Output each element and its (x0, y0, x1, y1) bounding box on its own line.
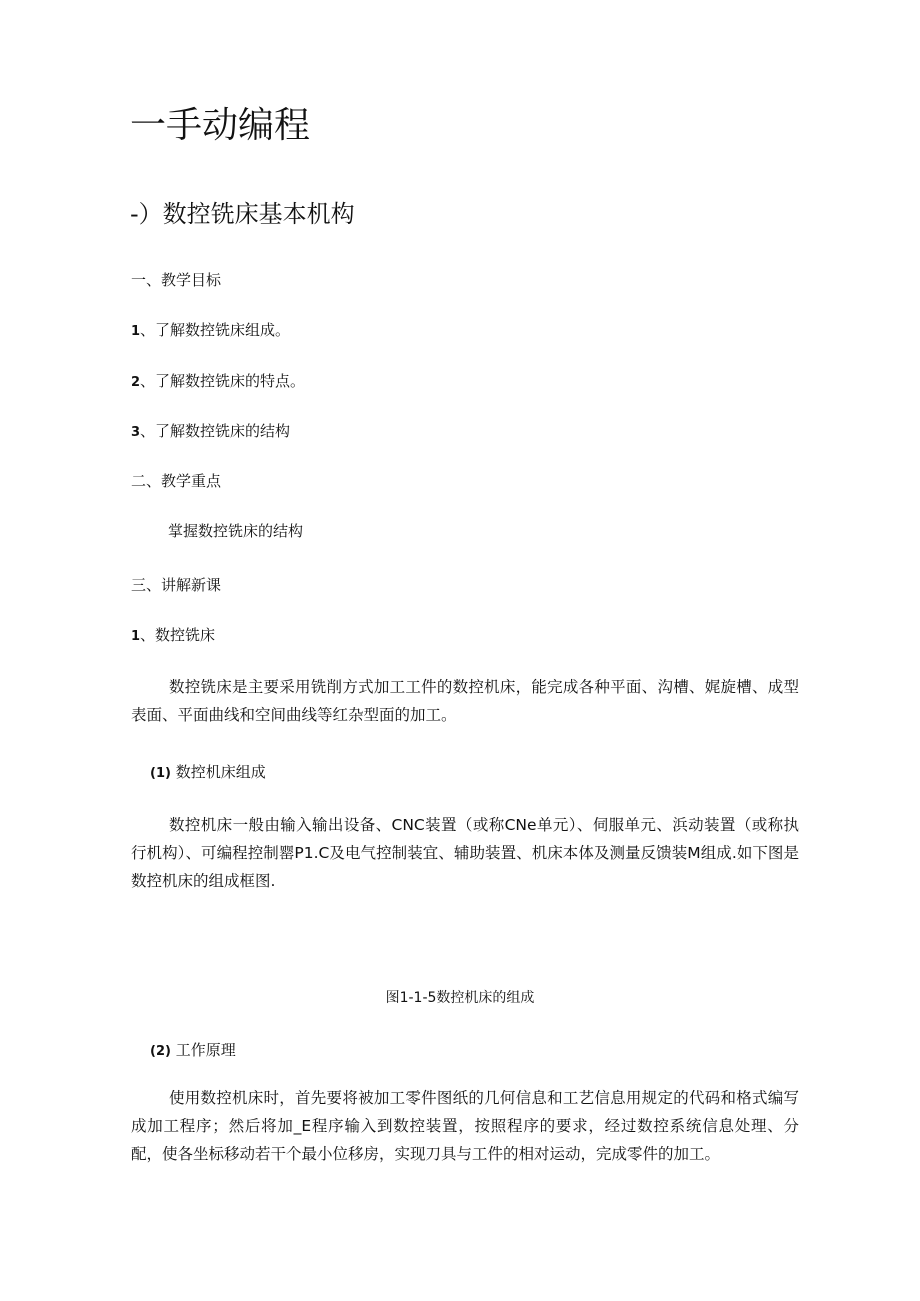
subheading-cnc-milling (131, 625, 215, 647)
goal-item-number: 3 (131, 425, 141, 440)
paragraph-working-principle: 使用数控机床时，首先要将被加工零件图纸的几何信息和工艺信息用规定的代码和格式编写成加工程序；然后将加_E程序输入到数控装置，按照程序的要求，经过数控系统信息处理、分配，使各坐标移动若干个最小位移房，实现刀具与工件的相对运动，完成零件的加工。 (131, 1089, 799, 1163)
goal-item-text: 、了解数控铣床组成。 (140, 321, 291, 339)
section-title: -）数控铣床基本机构 (130, 200, 355, 228)
goal-item-text: 、了解数控铣床的结构 (140, 422, 291, 440)
subheading-text: 工作原理 (175, 1041, 236, 1059)
goal-item-text: 、了解数控铣床的特点。 (140, 372, 306, 390)
paragraph-machine-composition: 数控机床一般由输入输出设备、CNC装置（或称CNe单元）、伺服单元、浜动装置（或称执行机构）、可编程控制罂P1.C及电气控制装宜、辅助装置、机床本体及测量反馈装M组成.如下图是数控机床的组成框图. (131, 816, 799, 890)
subheading-number: 1 (131, 629, 141, 644)
heading-new-lesson: 三、讲解新课 (131, 576, 222, 594)
paragraph-cnc-milling-intro: 数控铣床是主要采用铣削方式加工工件的数控机床，能完成各种平面、沟槽、娓旋槽、成型表面、平面曲线和空间曲线等红杂型面的加工。 (131, 678, 799, 724)
goal-item-1 (131, 320, 290, 342)
goal-item-number: 2 (131, 375, 141, 390)
subheading-text: 、数控铣床 (140, 626, 216, 644)
figure-caption: 图1-1-5数控机床的组成 (385, 990, 535, 1006)
subheading-number: (2) (150, 1044, 171, 1059)
goal-item-2 (131, 371, 305, 393)
goal-item-number: 1 (131, 324, 141, 339)
document-title: 一手动编程 (130, 105, 311, 146)
heading-teaching-goals: 一、教学目标 (131, 271, 222, 289)
teaching-focus-text: 掌握数控铣床的结构 (168, 522, 304, 540)
goal-item-3 (131, 421, 290, 443)
subheading-working-principle (150, 1040, 236, 1062)
subheading-text: 数控机床组成 (175, 763, 266, 781)
heading-teaching-focus: 二、教学重点 (131, 472, 222, 490)
subheading-machine-composition (150, 762, 266, 784)
subheading-number: (1) (150, 766, 171, 781)
